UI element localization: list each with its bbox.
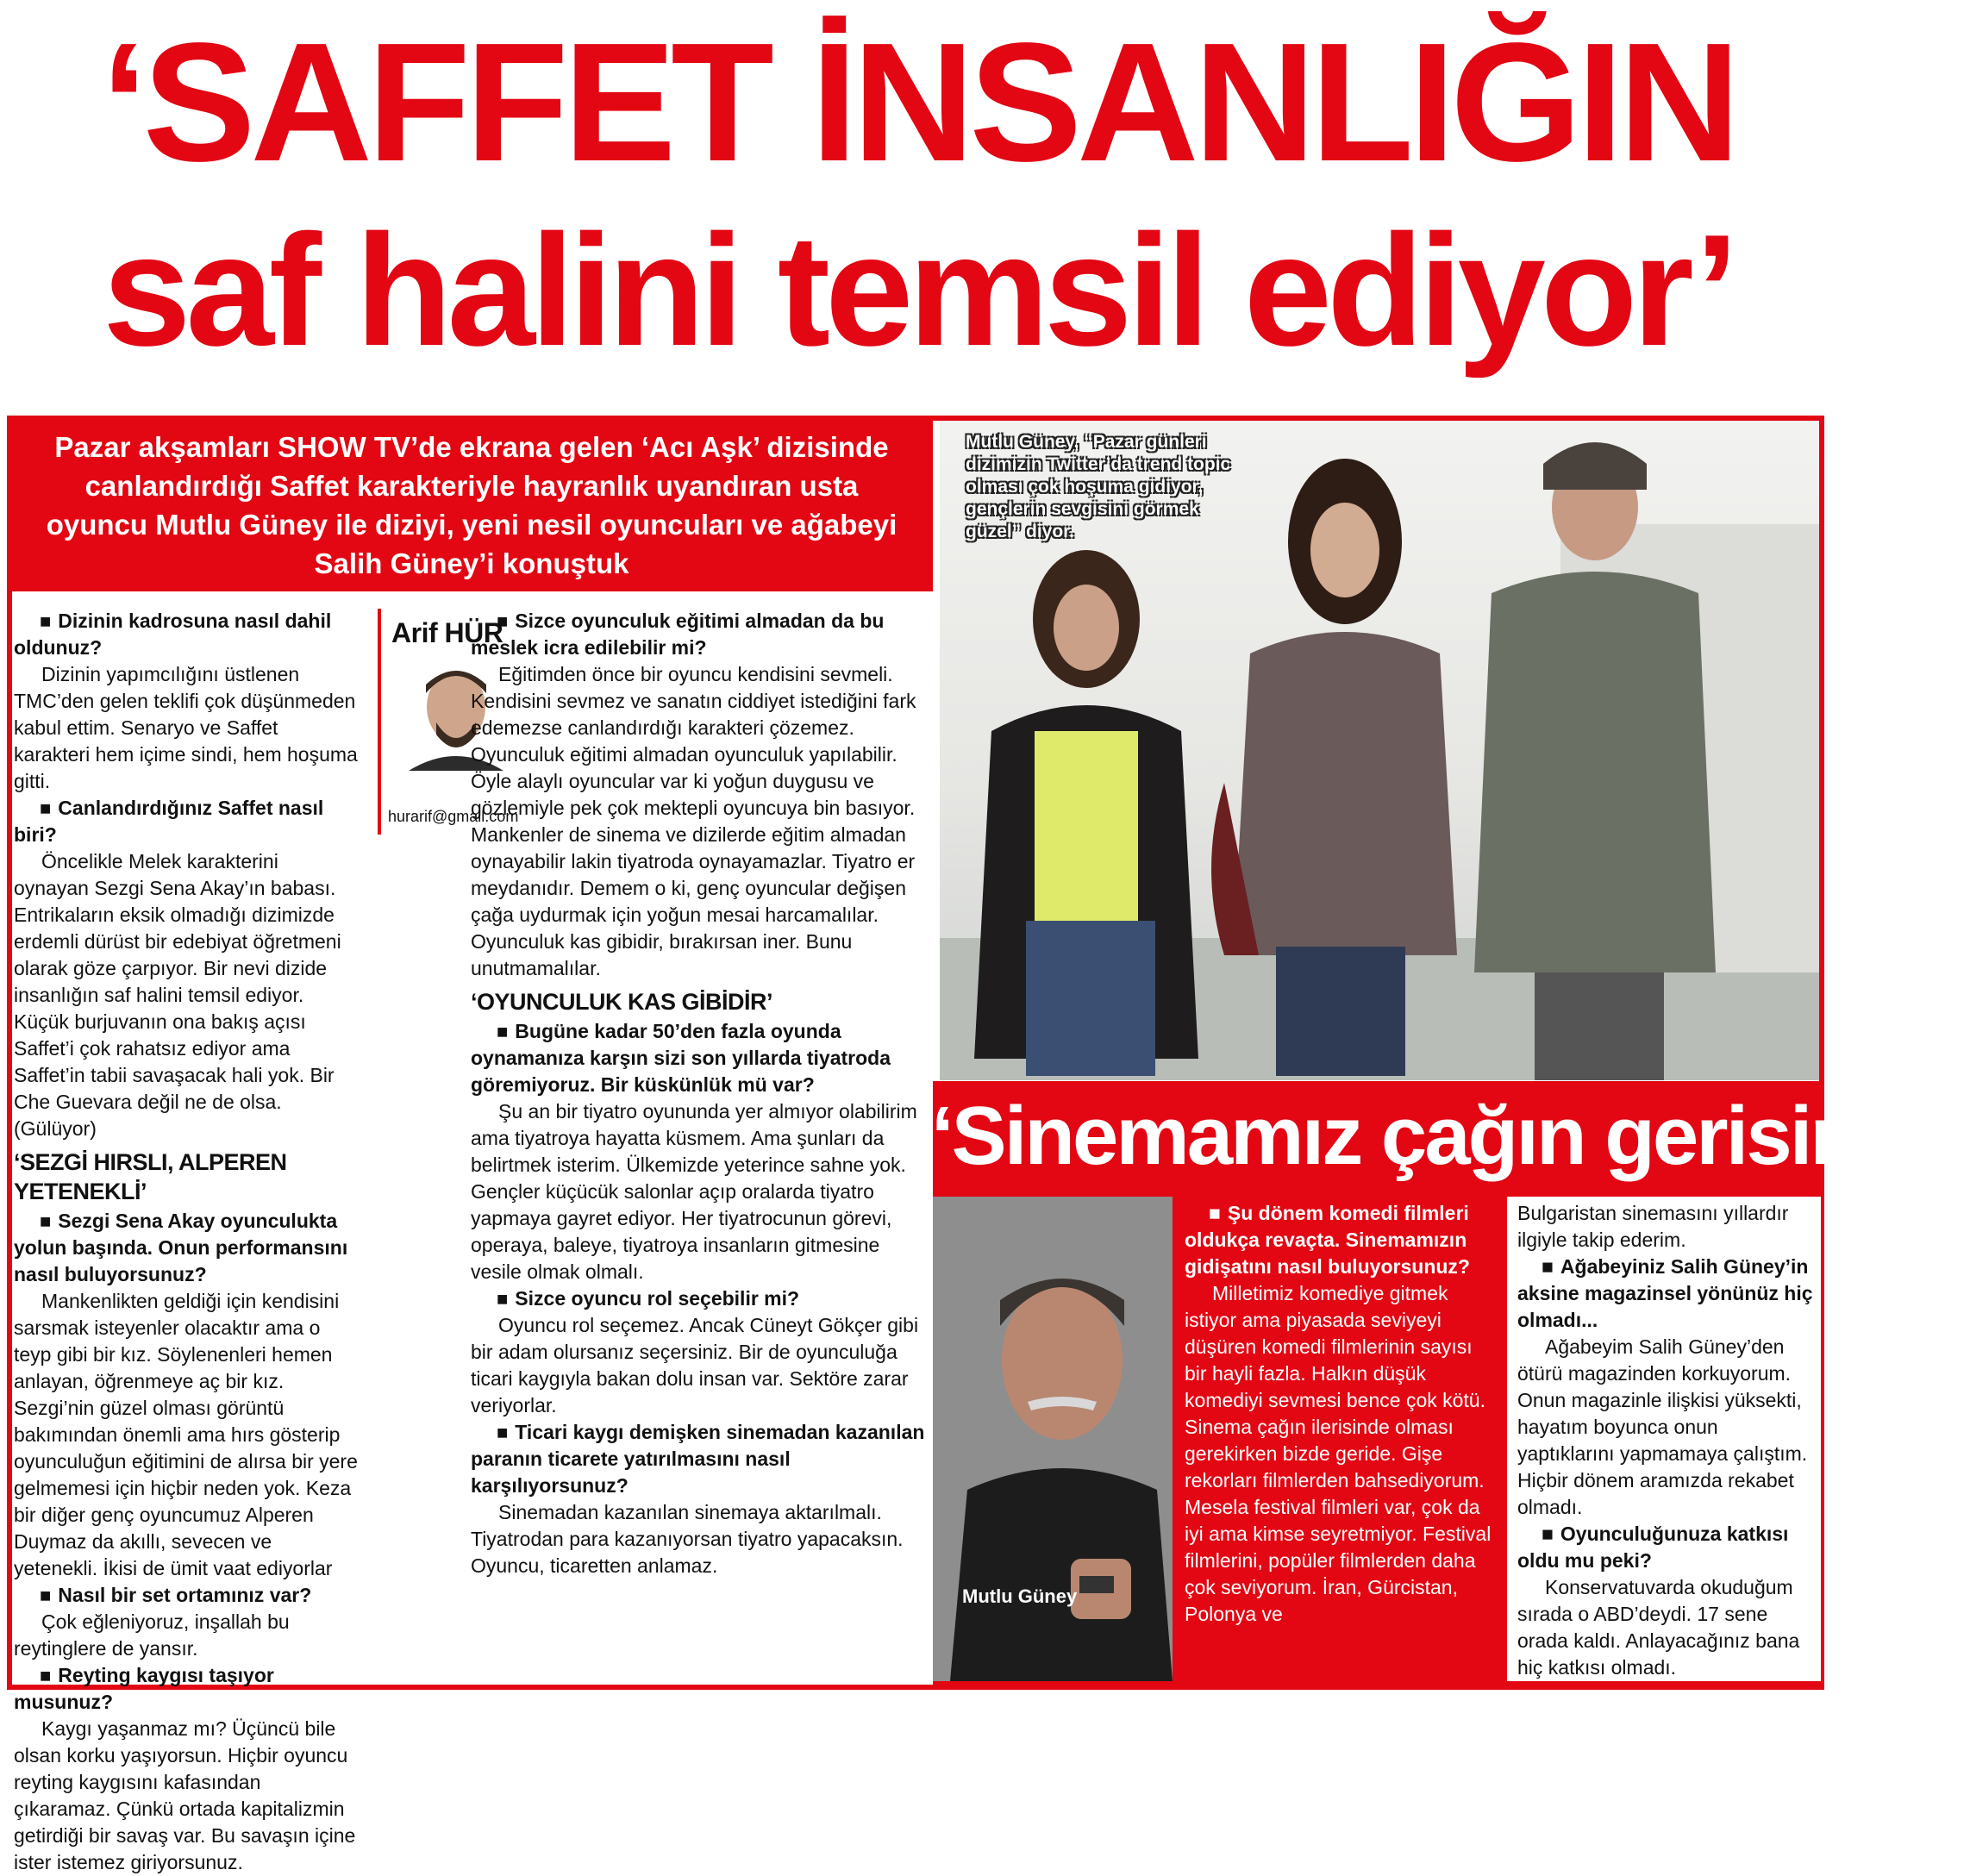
answer: Şu an bir tiyatro oyununda yer almıyor olabilirim ama tiyatroya hayatta küsmem. Ama şunları da belirtmek isterim. Ülkemizde yeterince sahne yok. Gençler küçücük salonlar açıp oralarda tiyatro yapmaya gayret ediyor. Her tiyatrocunun görevi, operaya, baleye, tiyatroya insanların gitmesine vesile olmak olmalı.	[471, 1100, 917, 1283]
question: ■ Sezgi Sena Akay oyunculukta yolun başında. Onun performansını nasıl buluyorsunuz?	[14, 1208, 359, 1288]
question: ■ Şu dönem komedi filmleri oldukça revaçta. Sinemamızın gidişatını nasıl buluyorsunuz?	[1185, 1200, 1495, 1280]
portrait-photo	[933, 1197, 1173, 1681]
answer: Dizinin yapımcılığını üstlenen TMC’den gelen teklifi çok düşünmeden kabul ettim. Senaryo ve Saffet karakteri hem içime sindi, hem hoşuma gitti.	[14, 663, 358, 792]
headline-line-1: ‘SAFFET İNSANLIĞIN	[101, 8, 1735, 197]
answer: Sinemadan kazanılan sinemaya aktarılmalı. Tiyatrodan para kazanıyorsan tiyatro yapacaksın. Oyuncu, ticaretten anlamaz.	[471, 1501, 904, 1577]
answer: Çok eğleniyoruz, inşallah bu reytinglere de yansır.	[14, 1610, 290, 1660]
lower-headline: ‘Sinemamız çağın gerisinde’	[931, 1090, 1970, 1182]
question: ■ Oyunculuğunuza katkısı oldu mu peki?	[1517, 1521, 1816, 1574]
answer: Oyuncu rol seçemez. Ancak Cüneyt Gökçer gibi bir adam olursanız seçersiniz. Bir de oyunculuğa ticari kaygıyla bakan dolu insan var. Sektöre zarar veriyorlar.	[471, 1314, 919, 1416]
question: ■ Dizinin kadrosuna nasıl dahil oldunuz?	[14, 608, 359, 661]
author-email[interactable]: hurarif@gmail.com	[388, 808, 519, 825]
answer: Eğitimden önce bir oyuncu kendisini sevmeli. Kendisini sevmez ve sanatın ciddiyet istediğini fark edemezse canlandırdığı karakteri çözemez. Oyunculuk eğitimi almadan oyunculuk yapılabilir. Öyle alaylı oyuncular var ki yoğun duygusu ve gözlemiyle pek çok mektepli oyuncuya bin basıyor. Mankenler de sinema ve dizilerde eğitim almadan oynayabilir lakin tiyatroda oynayamazlar. Tiyatro er meydanıdır. Demem o ki, genç oyuncular değişen çağa uydurmak için yoğun mesai harcamalılar. Oyunculuk kas gibidir, bırakırsan iner. Bunu unutmamalılar.	[471, 663, 916, 979]
answer: Ağabeyim Salih Güney’den ötürü magazinden korkuyorum. Onun magazinle ilişkisi yüksekti, hayatım boyunca onun yaptıklarını yapmamaya çalıştım. Hiçbir dönem aramızda rekabet olmadı.	[1517, 1335, 1808, 1518]
answer: Konservatuvarda okuduğum sırada o ABD’deydi. 17 sene orada kaldı. Anlayacağınız bana hiç katkısı olmadı.	[1517, 1576, 1800, 1679]
lower-column-red	[1185, 1200, 1495, 1628]
subheading: ‘OYUNCULUK KAS GİBİDİR’	[471, 989, 773, 1015]
answer: Mankenlikten geldiği için kendisini sarsmak isteyenler olacaktır ama o teyp gibi bir kız. Söylenenleri hemen anlayan, öğrenmeye aç bir kız. Sezgi’nin güzel olması görüntü bakımından önemli ama hırs gösterip oyunculuğun eğitimini de alırsa bir yere gelmemesi için hiçbir neden yok. Keza bir diğer genç oyuncumuz Alperen Duymaz da akıllı, sevecen ve yetenekli. İkisi de ümit vaat ediyorlar	[14, 1290, 358, 1579]
question: ■ Reyting kaygısı taşıyor musunuz?	[14, 1662, 359, 1716]
answer: Milletimiz komediye gitmek istiyor ama piyasada seviyeyi düşüren komedi filmlerinin sayısı bir hayli fazla. Halkın düşük komediyi sevmesi bence çok kötü. Sinema çağın ilerisinde olması gerekirken bizde geride. Gişe rekorları filmlerden bahsediyorum. Mesela festival filmleri var, çok da iyi ama kimse seyretmiyor. Festival filmlerini, popüler filmlerden daha çok seviyorum. İran, Gürcistan, Polonya ve	[1185, 1282, 1492, 1625]
photo-caption: Mutlu Güney, “Pazar günleri dizimizin Twitter’da trend topic olması çok hoşuma gidiyor, gençlerin sevgisini görmek güzel” diyor.	[966, 432, 1231, 541]
intro-box	[10, 419, 933, 591]
portrait-caption: Mutlu Güney	[962, 1585, 1078, 1607]
answer: Bulgaristan sinemasını yıllardır ilgiyle takip ederim.	[1517, 1202, 1789, 1251]
answer: Öncelikle Melek karakterini oynayan Sezgi Sena Akay’ın babası. Entrikaların eksik olmadığı dizimizde erdemli dürüst bir edebiyat öğretmeni olarak göze çarpıyor. Bir nevi dizide insanlığın saf halini temsil ediyor. Küçük burjuvanın ona bakış açısı Saffet’i çok rahatsız ediyor ama Saffet’in tabii savaşacak hali yok. Bir Che Guevara değil ne de olsa. (Gülüyor)	[14, 850, 341, 1140]
intro-text: Pazar akşamları SHOW TV’de ekrana gelen ‘Acı Aşk’ dizisinde canlandırdığı Saffet karakteriyle hayranlık uyandıran usta oyuncu Mutlu Güney ile diziyi, yeni nesil oyuncuları ve ağabeyi Salih Güney’i konuştuk	[46, 431, 897, 579]
column-2	[471, 608, 928, 1579]
question: ■ Sizce oyuncu rol seçebilir mi?	[471, 1285, 928, 1312]
question: ■ Nasıl bir set ortamınız var?	[14, 1582, 359, 1609]
question: ■ Sizce oyunculuk eğitimi almadan da bu meslek icra edilebilir mi?	[471, 608, 928, 661]
question: ■ Ticari kaygı demişken sinemadan kazanılan paranın ticarete yatırılmasını nasıl karşılıyorsunuz?	[471, 1419, 928, 1499]
question: ■ Canlandırdığınız Saffet nasıl biri?	[14, 795, 359, 848]
headline-line-2: saf halini temsil ediyor’	[103, 201, 1734, 378]
author-name: Arif HÜR	[391, 617, 503, 648]
lower-column-white	[1517, 1200, 1816, 1681]
question: ■ Ağabeyiniz Salih Güney’in aksine magazinsel yönünüz hiç olmadı...	[1517, 1254, 1816, 1334]
column-1	[14, 608, 359, 1876]
cast-photo	[940, 421, 1819, 1080]
subheading: ‘SEZGİ HIRSLI, ALPEREN YETENEKLİ’	[14, 1149, 287, 1204]
answer: Kaygı yaşanmaz mı? Üçüncü bile olsan korku yaşıyorsun. Hiçbir oyuncu reyting kaygısını kafasından çıkaramaz. Çünkü ortada kapitalizmin getirdiği bir savaş var. Bu savaşın içine ister istemez giriyorsunuz.	[14, 1717, 356, 1873]
question: ■ Bugüne kadar 50’den fazla oyunda oynamanıza karşın sizi son yıllarda tiyatroda göremiyoruz. Bir küskünlük mü var?	[471, 1018, 928, 1098]
